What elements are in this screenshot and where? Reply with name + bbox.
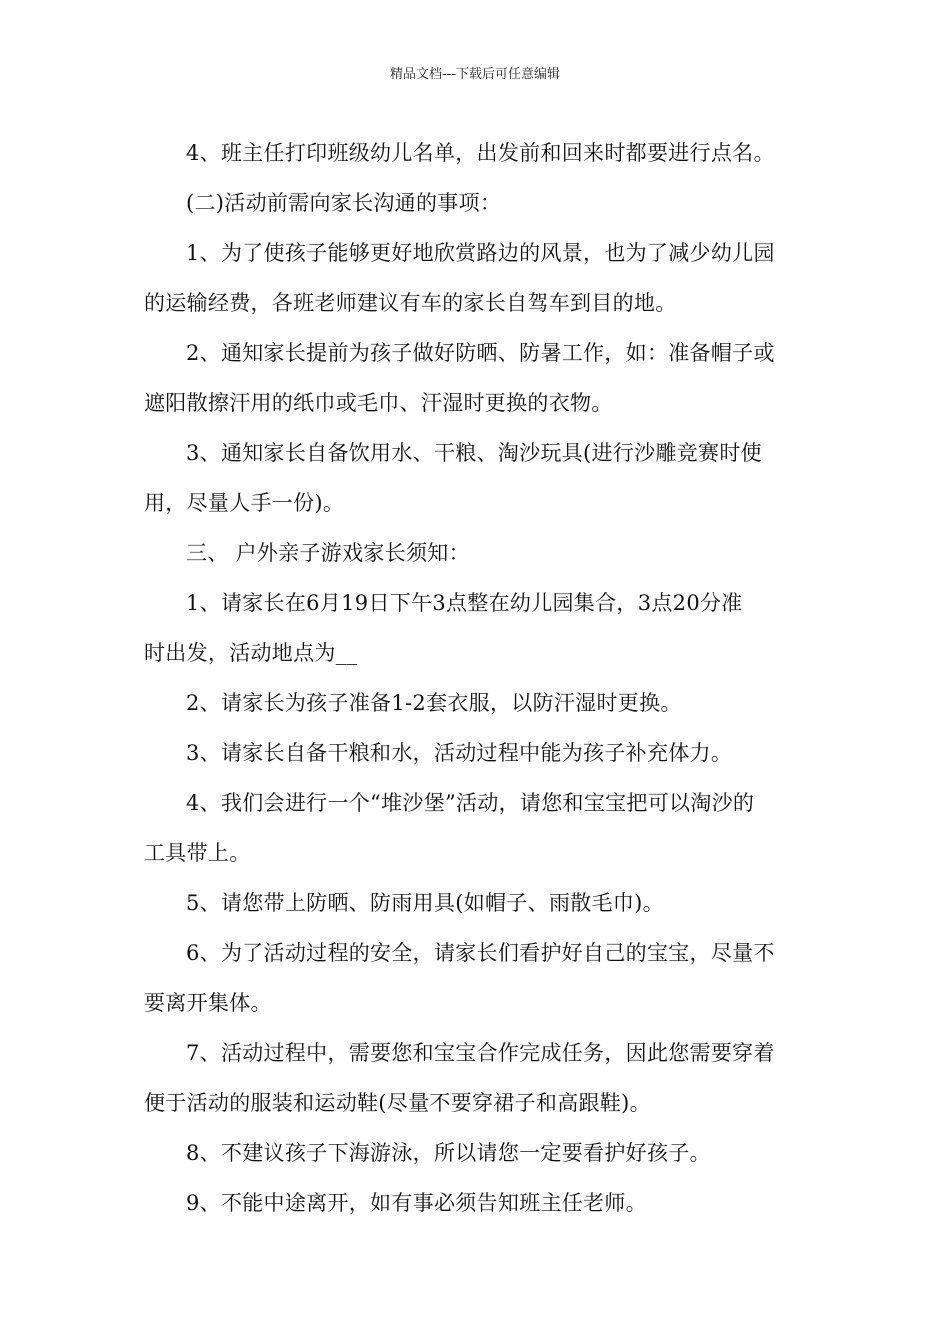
paragraph-line: 9、不能中途离开，如有事必须告知班主任老师。 — [186, 1191, 647, 1215]
paragraph-line: 工具带上。 — [144, 841, 251, 865]
paragraph-line: 3、请家长自备干粮和水，活动过程中能为孩子补充体力。 — [186, 741, 733, 765]
section-heading: (二)活动前需向家长沟通的事项： — [186, 191, 502, 215]
paragraph-line: 1、为了使孩子能够更好地欣赏路边的风景，也为了减少幼儿园 — [186, 241, 775, 265]
paragraph-line: 要离开集体。 — [144, 991, 272, 1015]
page-header: 精品文档---下载后可任意编辑 — [389, 67, 561, 82]
paragraph-line: 的运输经费，各班老师建议有车的家长自驾车到目的地。 — [144, 291, 677, 315]
document-body — [144, 128, 812, 1228]
paragraph-line: 用，尽量人手一份)。 — [144, 491, 345, 515]
paragraph-line: 2、通知家长提前为孩子做好防晒、防暑工作，如：准备帽子或 — [186, 341, 775, 365]
paragraph-line: 1、请家长在6月19日下午3点整在幼儿园集合，3点20分准 — [186, 591, 743, 615]
section-heading: 三、 户外亲子游戏家长须知： — [186, 541, 470, 565]
paragraph-line: 7、活动过程中，需要您和宝宝合作完成任务，因此您需要穿着 — [186, 1041, 775, 1065]
paragraph-line: 4、班主任打印班级幼儿名单，出发前和回来时都要进行点名。 — [186, 141, 775, 165]
paragraph-line: 遮阳散擦汗用的纸巾或毛巾、汗湿时更换的衣物。 — [144, 391, 613, 415]
paragraph-line: 3、通知家长自备饮用水、干粮、淘沙玩具(进行沙雕竞赛时使 — [186, 441, 762, 465]
paragraph-line: 6、为了活动过程的安全，请家长们看护好自己的宝宝，尽量不 — [186, 941, 775, 965]
paragraph-line: 5、请您带上防晒、防雨用具(如帽子、雨散毛巾)。 — [186, 891, 664, 915]
paragraph-line: 8、不建议孩子下海游泳，所以请您一定要看护好孩子。 — [186, 1141, 711, 1165]
paragraph-line: 4、我们会进行一个“堆沙堡”活动，请您和宝宝把可以淘沙的 — [186, 791, 755, 815]
paragraph-line: 2、请家长为孩子准备1-2套衣服，以防汗湿时更换。 — [186, 691, 682, 715]
paragraph-line: 时出发，活动地点为__ — [144, 641, 358, 665]
paragraph-line: 便于活动的服装和运动鞋(尽量不要穿裙子和高跟鞋)。 — [144, 1091, 651, 1115]
